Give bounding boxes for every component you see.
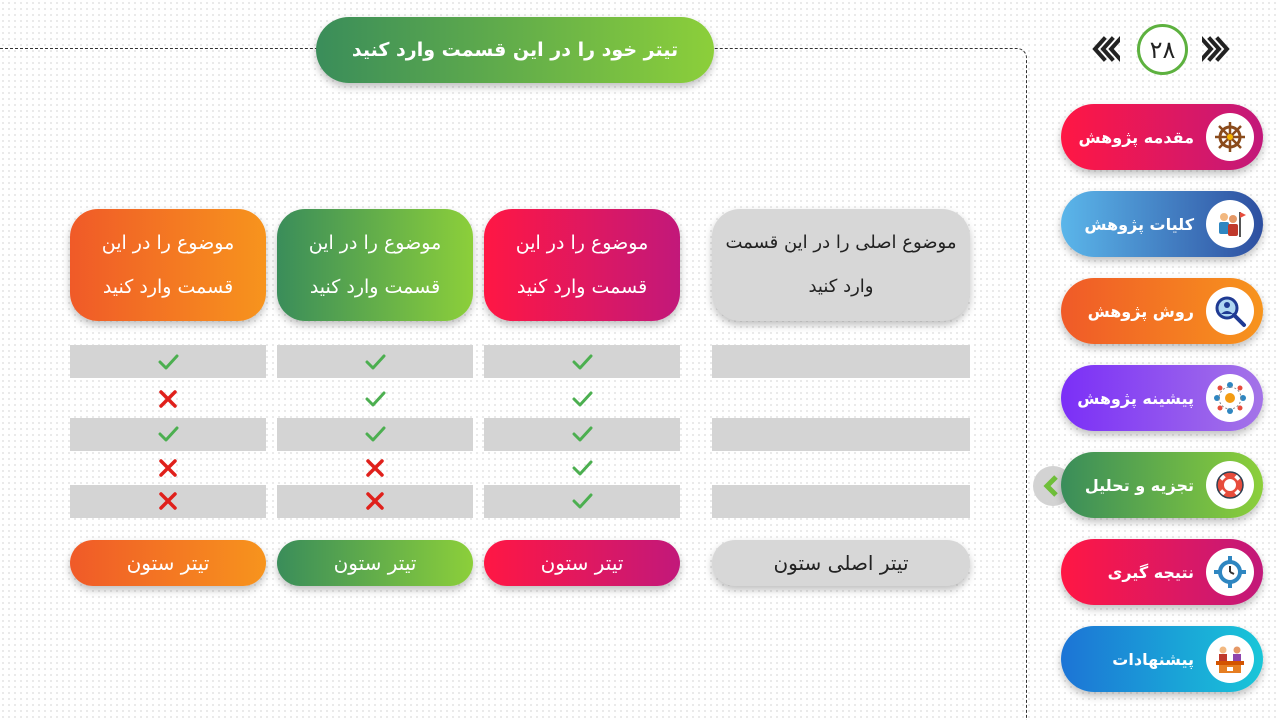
nav-item-label: تجزیه و تحلیل xyxy=(1084,475,1194,495)
next-page-chevrons-icon[interactable] xyxy=(1202,36,1232,62)
main-row-bar xyxy=(712,485,970,518)
nav-item-label: نتیجه گیری xyxy=(1107,562,1194,582)
column-header: موضوع را در این قسمت وارد کنید xyxy=(277,209,473,321)
main-column-header: موضوع اصلی را در این قسمت وارد کنید xyxy=(712,209,970,321)
nav-item-overview[interactable] xyxy=(1061,191,1263,257)
column-footer: تیتر ستون xyxy=(70,540,266,586)
main-row-bar xyxy=(712,345,970,378)
check-icon xyxy=(157,423,179,445)
check-icon xyxy=(571,457,593,479)
nav-item-label: روش پژوهش xyxy=(1087,301,1194,321)
helm-icon xyxy=(1206,113,1254,161)
page-number: ۲۸ xyxy=(1137,24,1188,75)
nav-item-conclusion[interactable] xyxy=(1061,539,1263,605)
nav-item-introduction[interactable] xyxy=(1061,104,1263,170)
cross-icon xyxy=(364,457,386,479)
check-icon xyxy=(571,490,593,512)
nav-item-label: مقدمه پژوهش xyxy=(1078,127,1194,147)
meeting-table-icon xyxy=(1206,635,1254,683)
check-icon xyxy=(571,388,593,410)
nav-item-method[interactable] xyxy=(1061,278,1263,344)
check-icon xyxy=(364,351,386,373)
nav-item-label: کلیات پژوهش xyxy=(1084,214,1194,234)
column-footer: تیتر ستون xyxy=(484,540,680,586)
nav-item-suggestions[interactable] xyxy=(1061,626,1263,692)
cross-icon xyxy=(157,490,179,512)
main-column-footer: تیتر اصلی ستون xyxy=(712,540,970,586)
dashed-frame xyxy=(0,48,1027,720)
gear-clock-icon xyxy=(1206,548,1254,596)
column-header: موضوع را در این قسمت وارد کنید xyxy=(484,209,680,321)
check-icon xyxy=(364,388,386,410)
slide-title: تیتر خود را در این قسمت وارد کنید xyxy=(316,17,714,83)
team-flag-icon xyxy=(1206,200,1254,248)
cross-icon xyxy=(157,388,179,410)
column-footer: تیتر ستون xyxy=(277,540,473,586)
cross-icon xyxy=(157,457,179,479)
column-header: موضوع را در این قسمت وارد کنید xyxy=(70,209,266,321)
main-row-bar xyxy=(712,418,970,451)
check-icon xyxy=(157,351,179,373)
nav-item-label: پیشنهادات xyxy=(1112,649,1194,669)
lifebuoy-icon xyxy=(1206,461,1254,509)
network-people-icon xyxy=(1206,374,1254,422)
prev-page-chevrons-icon[interactable] xyxy=(1090,36,1120,62)
nav-item-label: پیشینه پژوهش xyxy=(1077,388,1194,408)
nav-item-analysis[interactable] xyxy=(1061,452,1263,518)
check-icon xyxy=(571,423,593,445)
magnifier-person-icon xyxy=(1206,287,1254,335)
cross-icon xyxy=(364,490,386,512)
check-icon xyxy=(364,423,386,445)
check-icon xyxy=(571,351,593,373)
nav-item-background[interactable] xyxy=(1061,365,1263,431)
